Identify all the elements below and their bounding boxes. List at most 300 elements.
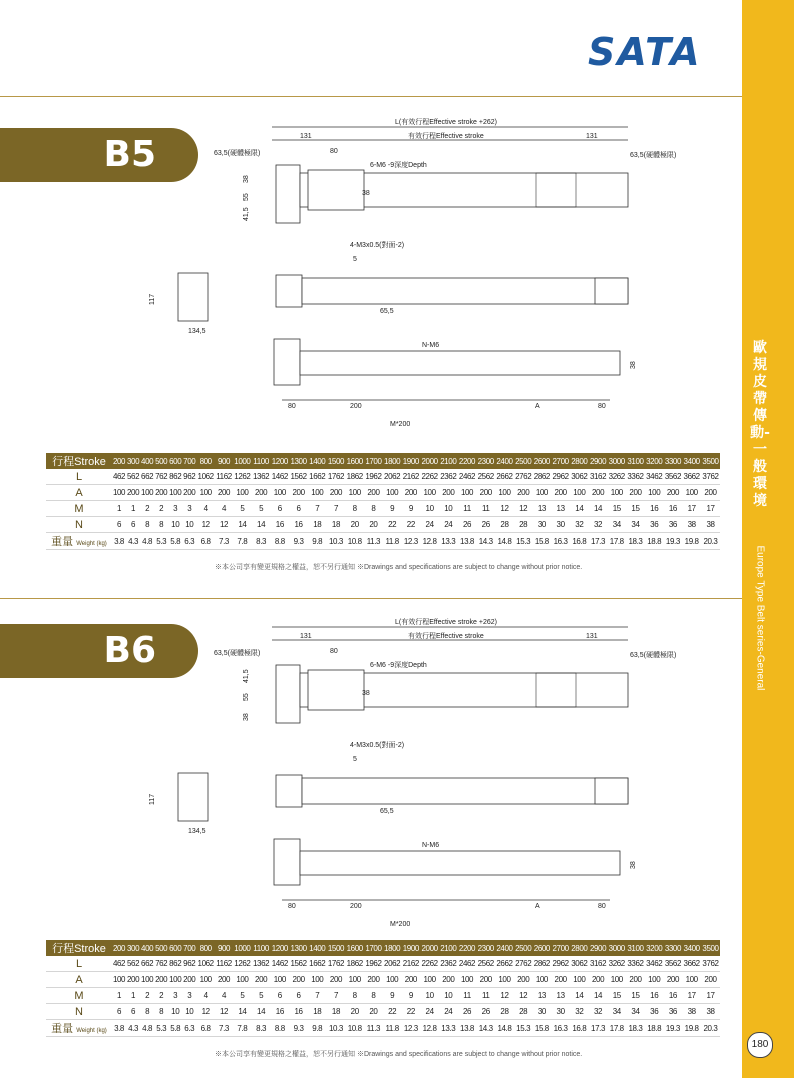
dim-655: 65,5 xyxy=(380,308,394,315)
table-cell: 9 xyxy=(383,988,402,1004)
m-row xyxy=(46,988,720,1004)
table-cell: 100 xyxy=(645,972,664,988)
table-cell: 200 xyxy=(289,972,308,988)
table-cell: 15 xyxy=(626,501,645,517)
rail-bottom xyxy=(300,851,620,875)
table-cell: 2462 xyxy=(458,469,477,485)
table-cell: 9 xyxy=(383,501,402,517)
table-cell: 2662 xyxy=(495,956,514,972)
table-cell: 13.3 xyxy=(439,1020,458,1037)
table-cell: 9.3 xyxy=(289,1020,308,1037)
table-cell: 12 xyxy=(215,517,233,533)
table-cell: 14.3 xyxy=(476,1020,495,1037)
table-cell: 16 xyxy=(645,988,664,1004)
table-cell: 16.8 xyxy=(570,1020,589,1037)
row-label: A xyxy=(46,485,112,501)
table-cell: 15.8 xyxy=(533,1020,552,1037)
dim-stroke-label: 有效行程Effective stroke xyxy=(408,633,484,640)
table-cell: 100 xyxy=(140,485,154,501)
table-cell: 4 xyxy=(215,988,233,1004)
table-cell: 3.8 xyxy=(112,533,126,550)
table-cell: 1100 xyxy=(252,453,271,469)
table-cell: 2562 xyxy=(476,469,495,485)
table-cell: 2662 xyxy=(495,469,514,485)
table-cell: 100 xyxy=(233,972,252,988)
table-cell: 34 xyxy=(626,1004,645,1020)
table-cell: 800 xyxy=(196,940,215,956)
table-cell: 16.3 xyxy=(551,533,570,550)
table-cell: 1600 xyxy=(345,453,364,469)
table-cell: 200 xyxy=(364,972,383,988)
table-cell: 662 xyxy=(140,956,154,972)
dim-200: 200 xyxy=(350,403,362,410)
table-cell: 200 xyxy=(215,485,233,501)
table-cell: 8.3 xyxy=(252,533,271,550)
dim-carriage: 80 xyxy=(330,148,338,155)
table-cell: 2 xyxy=(154,988,168,1004)
table-cell: 12 xyxy=(495,988,514,1004)
table-cell: 12 xyxy=(215,1004,233,1020)
rail-bottom xyxy=(300,351,620,375)
table-cell: 3062 xyxy=(570,956,589,972)
table-cell: 32 xyxy=(570,1004,589,1020)
table-cell: 200 xyxy=(589,485,608,501)
row-label: 重量 Weight (kg) xyxy=(46,533,112,550)
dim-38: 38 xyxy=(362,190,370,197)
table-cell: 200 xyxy=(112,940,126,956)
table-cell: 3562 xyxy=(664,469,683,485)
table-cell: 3462 xyxy=(645,956,664,972)
table-cell: 100 xyxy=(196,972,215,988)
weight-row xyxy=(46,1020,720,1037)
table-cell: 1062 xyxy=(196,956,215,972)
table-cell: 38 xyxy=(701,517,720,533)
table-cell: 562 xyxy=(126,956,140,972)
table-cell: 16.8 xyxy=(570,533,589,550)
table-cell: 5 xyxy=(252,501,271,517)
table-cell: 6 xyxy=(289,501,308,517)
table-cell: 100 xyxy=(233,485,252,501)
table-cell: 3262 xyxy=(607,956,626,972)
table-cell: 24 xyxy=(420,517,439,533)
table-cell: 17 xyxy=(682,988,701,1004)
table-cell: 14.8 xyxy=(495,533,514,550)
dim-end-left: 131 xyxy=(300,133,312,140)
table-cell: 200 xyxy=(252,972,271,988)
table-cell: 600 xyxy=(168,453,182,469)
motor-block xyxy=(276,665,300,723)
table-cell: 100 xyxy=(533,972,552,988)
table-cell: 200 xyxy=(626,485,645,501)
spec-table-b5 xyxy=(46,453,720,550)
table-cell: 2362 xyxy=(439,469,458,485)
table-cell: 100 xyxy=(112,972,126,988)
table-cell: 10 xyxy=(420,988,439,1004)
table-cell: 17 xyxy=(682,501,701,517)
table-cell: 6.8 xyxy=(196,533,215,550)
table-cell: 9.8 xyxy=(308,533,327,550)
table-cell: 12.3 xyxy=(402,1020,421,1037)
dim-a: A xyxy=(535,403,540,410)
table-cell: 3300 xyxy=(664,453,683,469)
table-cell: 200 xyxy=(589,972,608,988)
row-label: 行程Stroke xyxy=(46,453,112,469)
table-cell: 3400 xyxy=(682,453,701,469)
dim-h2: 55 xyxy=(243,193,250,201)
dim-h3: 38 xyxy=(243,713,250,721)
table-cell: 700 xyxy=(182,453,196,469)
motor-bottom xyxy=(274,339,300,385)
dim-hardstop-right: 63,5(硬體極限) xyxy=(630,152,677,159)
table-cell: 1400 xyxy=(308,940,327,956)
motor-bottom xyxy=(274,839,300,885)
table-cell: 7.8 xyxy=(233,533,252,550)
table-cell: 200 xyxy=(182,972,196,988)
table-cell: 10 xyxy=(168,1004,182,1020)
table-cell: 100 xyxy=(570,485,589,501)
table-cell: 18 xyxy=(327,1004,346,1020)
table-cell: 100 xyxy=(533,485,552,501)
table-cell: 11.8 xyxy=(383,1020,402,1037)
table-cell: 2762 xyxy=(514,469,533,485)
table-cell: 8 xyxy=(364,501,383,517)
table-cell: 6 xyxy=(270,988,289,1004)
table-cell: 12 xyxy=(514,988,533,1004)
table-cell: 9 xyxy=(402,988,421,1004)
end-top xyxy=(595,278,628,304)
table-cell: 28 xyxy=(495,1004,514,1020)
table-cell: 11 xyxy=(476,501,495,517)
header-divider xyxy=(0,96,742,97)
table-cell: 34 xyxy=(626,517,645,533)
table-cell: 1662 xyxy=(308,469,327,485)
table-cell: 2600 xyxy=(533,453,552,469)
table-cell: 13 xyxy=(551,501,570,517)
table-cell: 20 xyxy=(364,517,383,533)
table-cell: 700 xyxy=(182,940,196,956)
table-cell: 11.8 xyxy=(383,533,402,550)
table-cell: 2000 xyxy=(420,453,439,469)
table-cell: 2100 xyxy=(439,940,458,956)
dim-h1: 41,5 xyxy=(243,669,250,683)
table-cell: 1762 xyxy=(327,469,346,485)
n-row xyxy=(46,1004,720,1020)
table-cell: 12.8 xyxy=(420,533,439,550)
table-cell: 562 xyxy=(126,469,140,485)
dim-1345: 134,5 xyxy=(188,328,206,335)
table-cell: 7 xyxy=(327,501,346,517)
table-cell: 6 xyxy=(289,988,308,1004)
table-cell: 8 xyxy=(140,517,154,533)
table-cell: 1700 xyxy=(364,940,383,956)
table-cell: 1 xyxy=(112,501,126,517)
table-cell: 38 xyxy=(682,1004,701,1020)
section-divider xyxy=(0,598,742,599)
table-cell: 2200 xyxy=(458,940,477,956)
table-cell: 100 xyxy=(168,485,182,501)
table-cell: 2500 xyxy=(514,453,533,469)
table-cell: 9.8 xyxy=(308,1020,327,1037)
table-cell: 2700 xyxy=(551,453,570,469)
table-cell: 10 xyxy=(182,1004,196,1020)
table-cell: 1262 xyxy=(233,956,252,972)
table-cell: 2700 xyxy=(551,940,570,956)
table-cell: 6.3 xyxy=(182,1020,196,1037)
table-cell: 3062 xyxy=(570,469,589,485)
table-cell: 1562 xyxy=(289,956,308,972)
table-cell: 200 xyxy=(252,485,271,501)
table-cell: 22 xyxy=(402,1004,421,1020)
table-cell: 1762 xyxy=(327,956,346,972)
table-cell: 200 xyxy=(551,972,570,988)
table-cell: 1100 xyxy=(252,940,271,956)
table-cell: 100 xyxy=(168,972,182,988)
table-cell: 32 xyxy=(589,1004,608,1020)
table-cell: 14 xyxy=(252,1004,271,1020)
table-cell: 1800 xyxy=(383,940,402,956)
table-cell: 1000 xyxy=(233,453,252,469)
table-cell: 6 xyxy=(126,1004,140,1020)
table-cell: 11 xyxy=(458,988,477,1004)
table-cell: 2462 xyxy=(458,956,477,972)
table-cell: 7.8 xyxy=(233,1020,252,1037)
table-cell: 1300 xyxy=(289,940,308,956)
table-cell: 3462 xyxy=(645,469,664,485)
dim-end-right: 131 xyxy=(586,633,598,640)
table-cell: 500 xyxy=(154,940,168,956)
table-cell: 18.3 xyxy=(626,533,645,550)
table-cell: 34 xyxy=(607,517,626,533)
table-cell: 5.8 xyxy=(168,533,182,550)
table-cell: 600 xyxy=(168,940,182,956)
table-cell: 8.8 xyxy=(270,533,289,550)
table-cell: 3300 xyxy=(664,940,683,956)
dim-tap: 4-M3x0.5(對面-2) xyxy=(350,742,405,749)
table-cell: 200 xyxy=(126,972,140,988)
dim-nm6: N-M6 xyxy=(422,842,440,849)
table-cell: 11.3 xyxy=(364,1020,383,1037)
dim-hardstop-right: 63,5(硬體極限) xyxy=(630,652,677,659)
table-cell: 1200 xyxy=(270,940,289,956)
table-cell: 3762 xyxy=(701,469,720,485)
table-cell: 100 xyxy=(570,972,589,988)
table-cell: 2862 xyxy=(533,469,552,485)
table-cell: 4.8 xyxy=(140,533,154,550)
table-cell: 14 xyxy=(233,1004,252,1020)
row-label: M xyxy=(46,501,112,517)
table-cell: 9.3 xyxy=(289,533,308,550)
table-cell: 24 xyxy=(439,517,458,533)
table-cell: 1162 xyxy=(215,956,233,972)
table-cell: 200 xyxy=(154,972,168,988)
table-cell: 862 xyxy=(168,469,182,485)
table-cell: 17 xyxy=(701,988,720,1004)
table-cell: 1200 xyxy=(270,453,289,469)
a-row xyxy=(46,972,720,988)
table-cell: 14 xyxy=(570,988,589,1004)
table-cell: 3200 xyxy=(645,453,664,469)
table-cell: 1962 xyxy=(364,469,383,485)
table-cell: 1700 xyxy=(364,453,383,469)
sidebar-title-en: Europe Type Belt series-General xyxy=(754,545,766,691)
table-cell: 16.3 xyxy=(551,1020,570,1037)
table-cell: 20 xyxy=(364,1004,383,1020)
table-cell: 16 xyxy=(289,1004,308,1020)
table-cell: 18.8 xyxy=(645,1020,664,1037)
table-cell: 2362 xyxy=(439,956,458,972)
table-cell: 18 xyxy=(308,1004,327,1020)
table-cell: 100 xyxy=(270,485,289,501)
table-cell: 12 xyxy=(495,501,514,517)
table-cell: 462 xyxy=(112,469,126,485)
dim-38: 38 xyxy=(362,690,370,697)
table-cell: 200 xyxy=(215,972,233,988)
table-cell: 8 xyxy=(154,1004,168,1020)
table-cell: 4.3 xyxy=(126,533,140,550)
table-cell: 8 xyxy=(345,988,364,1004)
table-cell: 6 xyxy=(126,517,140,533)
table-cell: 38 xyxy=(682,517,701,533)
table-cell: 200 xyxy=(327,485,346,501)
table-cell: 2262 xyxy=(420,469,439,485)
table-cell: 200 xyxy=(476,485,495,501)
table-cell: 2162 xyxy=(402,956,421,972)
row-label: N xyxy=(46,1004,112,1020)
spec-note: ※本公司享有變更規格之權益，恕不另行通知 ※Drawings and specifications are subject to change without prior notice. xyxy=(215,564,583,571)
table-cell: 8 xyxy=(345,501,364,517)
table-cell: 200 xyxy=(439,972,458,988)
table-cell: 2962 xyxy=(551,956,570,972)
table-cell: 100 xyxy=(383,972,402,988)
table-cell: 2300 xyxy=(476,453,495,469)
dim-h2: 55 xyxy=(243,693,250,701)
table-cell: 13 xyxy=(551,988,570,1004)
table-cell: 8 xyxy=(140,1004,154,1020)
table-cell: 200 xyxy=(626,972,645,988)
table-cell: 2962 xyxy=(551,469,570,485)
sidebar-title-cn: 歐規皮帶傳動-一般環境 xyxy=(750,340,770,509)
n-row xyxy=(46,517,720,533)
table-cell: 19.3 xyxy=(664,533,683,550)
brand-logo: SATA xyxy=(588,30,702,74)
table-cell: 3762 xyxy=(701,956,720,972)
table-cell: 200 xyxy=(514,485,533,501)
table-cell: 17.8 xyxy=(607,1020,626,1037)
table-cell: 2062 xyxy=(383,956,402,972)
table-cell: 8 xyxy=(154,517,168,533)
dim-hardstop-left: 63,5(硬體極限) xyxy=(214,650,261,657)
table-cell: 7.3 xyxy=(215,533,233,550)
table-cell: 14.8 xyxy=(495,1020,514,1037)
dim-80-right: 80 xyxy=(598,403,606,410)
dim-carriage: 80 xyxy=(330,648,338,655)
sidebar-band xyxy=(742,0,794,1078)
table-cell: 962 xyxy=(182,956,196,972)
technical-drawing-b5 xyxy=(140,115,677,435)
table-cell: 17.3 xyxy=(589,533,608,550)
table-cell: 10 xyxy=(439,988,458,1004)
table-cell: 100 xyxy=(308,972,327,988)
table-cell: 14 xyxy=(589,501,608,517)
table-cell: 3262 xyxy=(607,469,626,485)
carriage xyxy=(308,670,364,710)
table-cell: 18.8 xyxy=(645,533,664,550)
table-cell: 100 xyxy=(270,972,289,988)
dim-l-label: L(有效行程Effective stroke +262) xyxy=(395,619,497,626)
table-cell: 3000 xyxy=(607,453,626,469)
dim-holes: 6-M6 -9深度Depth xyxy=(370,162,427,169)
table-cell: 200 xyxy=(701,485,720,501)
table-cell: 6.3 xyxy=(182,533,196,550)
table-cell: 18.3 xyxy=(626,1020,645,1037)
table-cell: 100 xyxy=(383,485,402,501)
table-cell: 20 xyxy=(345,1004,364,1020)
table-cell: 3 xyxy=(168,501,182,517)
table-cell: 3362 xyxy=(626,956,645,972)
table-cell: 28 xyxy=(514,517,533,533)
table-cell: 2162 xyxy=(402,469,421,485)
dim-80-left: 80 xyxy=(288,903,296,910)
table-cell: 3100 xyxy=(626,453,645,469)
dim-hardstop-left: 63,5(硬體極限) xyxy=(214,150,261,157)
table-cell: 1462 xyxy=(270,469,289,485)
table-cell: 10 xyxy=(168,517,182,533)
table-cell: 1000 xyxy=(233,940,252,956)
table-cell: 1262 xyxy=(233,469,252,485)
table-cell: 200 xyxy=(154,485,168,501)
table-cell: 10 xyxy=(420,501,439,517)
dim-side38: 38 xyxy=(630,861,637,869)
spec-note: ※本公司享有變更規格之權益，恕不另行通知 ※Drawings and specifications are subject to change without prior notice. xyxy=(215,1051,583,1058)
dim-117: 117 xyxy=(149,293,156,305)
a-row xyxy=(46,485,720,501)
dim-side38: 38 xyxy=(630,361,637,369)
table-cell: 9 xyxy=(402,501,421,517)
table-cell: 1162 xyxy=(215,469,233,485)
table-cell: 22 xyxy=(402,517,421,533)
dim-stroke-label: 有效行程Effective stroke xyxy=(408,133,484,140)
table-cell: 36 xyxy=(645,1004,664,1020)
table-cell: 14 xyxy=(589,988,608,1004)
table-cell: 6 xyxy=(112,517,126,533)
table-cell: 200 xyxy=(182,485,196,501)
table-cell: 962 xyxy=(182,469,196,485)
table-cell: 100 xyxy=(345,485,364,501)
table-cell: 16 xyxy=(270,1004,289,1020)
table-cell: 3000 xyxy=(607,940,626,956)
table-cell: 1862 xyxy=(345,469,364,485)
table-cell: 11.3 xyxy=(364,533,383,550)
table-cell: 3 xyxy=(182,501,196,517)
model-title: B6 xyxy=(103,630,156,671)
table-cell: 7 xyxy=(308,988,327,1004)
table-cell: 100 xyxy=(420,485,439,501)
table-cell: 200 xyxy=(514,972,533,988)
table-cell: 15 xyxy=(626,988,645,1004)
table-cell: 800 xyxy=(196,453,215,469)
table-cell: 1362 xyxy=(252,469,271,485)
table-cell: 200 xyxy=(701,972,720,988)
technical-drawing-b6 xyxy=(140,615,677,935)
table-cell: 7 xyxy=(308,501,327,517)
table-cell: 7.3 xyxy=(215,1020,233,1037)
table-cell: 2800 xyxy=(570,940,589,956)
table-cell: 36 xyxy=(664,517,683,533)
table-cell: 26 xyxy=(458,517,477,533)
table-cell: 20.3 xyxy=(701,1020,720,1037)
table-cell: 15 xyxy=(607,501,626,517)
table-cell: 14 xyxy=(252,517,271,533)
